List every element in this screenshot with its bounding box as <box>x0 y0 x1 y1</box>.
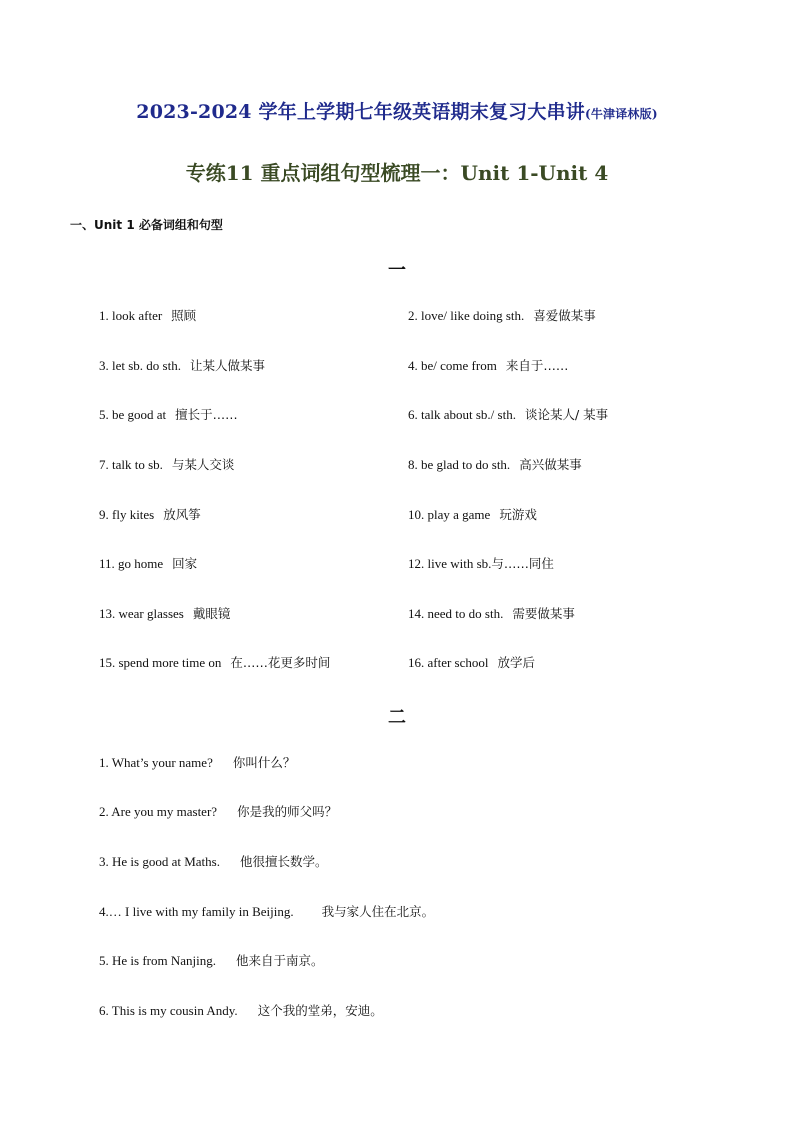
sentence-cn: 这个我的堂弟，安迪。 <box>257 1003 383 1018</box>
phrase-en: 13. wear glasses <box>99 606 184 621</box>
phrase-en: 11. go home <box>99 556 164 571</box>
sentence-cn: 你是我的师父吗？ <box>237 804 338 819</box>
sentence-en: 5. He is from Nanjing. <box>99 953 216 968</box>
document-title-edition: (牛津译林版) <box>584 107 658 121</box>
phrase-en: 10. play a game <box>408 507 491 522</box>
sentence-item <box>99 802 337 820</box>
document-title-main: 2023-2024 学年上学期七年级英语期末复习大串讲 <box>136 101 585 123</box>
phrase-cn: 喜爱做某事 <box>533 308 596 323</box>
phrase-item <box>408 405 608 423</box>
phrase-cn: 需要做某事 <box>512 606 575 621</box>
phrase-cn: 擅长于…… <box>175 407 238 422</box>
phrase-item <box>99 455 234 473</box>
phrase-cn: 与……同住 <box>491 556 554 571</box>
phrase-cn: 来自于…… <box>505 358 569 373</box>
phrase-item <box>99 306 196 324</box>
phrase-cn: 戴眼镜 <box>192 606 231 621</box>
phrase-item <box>408 604 575 622</box>
group-marker-sentences: 二 <box>388 707 406 728</box>
document-title <box>0 97 794 124</box>
phrase-item <box>408 653 535 671</box>
phrase-en: 5. be good at <box>99 407 167 422</box>
sentence-item <box>99 1001 383 1019</box>
phrase-en: 1. look after <box>99 308 163 323</box>
phrase-en: 12. live with sb. <box>408 556 492 571</box>
phrase-item <box>408 505 537 523</box>
phrase-cn: 谈论某人/ 某事 <box>524 407 609 422</box>
phrase-en: 15. spend more time on <box>99 655 222 670</box>
phrase-cn: 玩游戏 <box>499 507 537 522</box>
phrase-item <box>408 455 582 473</box>
sentence-en: 2. Are you my master? <box>99 804 218 819</box>
phrase-cn: 放风筝 <box>163 507 201 522</box>
document-subtitle: 专练11 重点词组句型梳理一：Unit 1-Unit 4 <box>185 161 609 185</box>
section-heading: 一、Unit 1 必备词组和句型 <box>70 218 223 232</box>
phrase-en: 14. need to do sth. <box>408 606 504 621</box>
phrase-en: 4. be/ come from <box>408 358 497 373</box>
phrase-item <box>99 604 230 622</box>
phrase-item <box>99 405 238 423</box>
sentence-en: 1. What’s your name? <box>99 755 213 770</box>
phrase-item <box>99 653 330 671</box>
phrase-en: 16. after school <box>408 655 489 670</box>
sentence-cn: 他很擅长数学。 <box>239 854 328 869</box>
sentence-item <box>99 902 434 920</box>
phrase-cn: 在……花更多时间 <box>230 655 331 670</box>
sentence-en: 3. He is good at Maths. <box>99 854 220 869</box>
group-marker-phrases: 一 <box>388 260 406 281</box>
phrase-cn: 照顾 <box>171 308 197 323</box>
sentence-cn: 你叫什么？ <box>232 755 296 770</box>
sentence-item <box>99 951 324 969</box>
phrase-item <box>99 505 201 523</box>
phrase-en: 8. be glad to do sth. <box>408 457 511 472</box>
phrase-cn: 回家 <box>172 556 198 571</box>
phrase-cn: 高兴做某事 <box>519 457 582 472</box>
phrase-item <box>408 554 554 572</box>
sentence-en: 6. This is my cousin Andy. <box>99 1003 238 1018</box>
phrase-item <box>99 554 197 572</box>
phrase-item <box>99 356 265 374</box>
phrase-item <box>408 306 596 324</box>
phrase-en: 9. fly kites <box>99 507 155 522</box>
phrase-cn: 让某人做某事 <box>189 358 265 373</box>
phrase-cn: 与某人交谈 <box>171 457 235 472</box>
sentence-cn: 我与家人住在北京。 <box>321 904 435 919</box>
phrase-en: 2. love/ like doing sth. <box>408 308 525 323</box>
phrase-item <box>408 356 568 374</box>
sentence-cn: 他来自于南京。 <box>235 953 324 968</box>
phrase-en: 3. let sb. do sth. <box>99 358 181 373</box>
sentence-item <box>99 753 295 771</box>
phrase-en: 6. talk about sb./ sth. <box>408 407 516 422</box>
phrase-en: 7. talk to sb. <box>99 457 163 472</box>
sentence-en: 4.… I live with my family in Beijing. <box>99 904 294 919</box>
sentence-item <box>99 852 327 870</box>
phrase-cn: 放学后 <box>497 655 536 670</box>
